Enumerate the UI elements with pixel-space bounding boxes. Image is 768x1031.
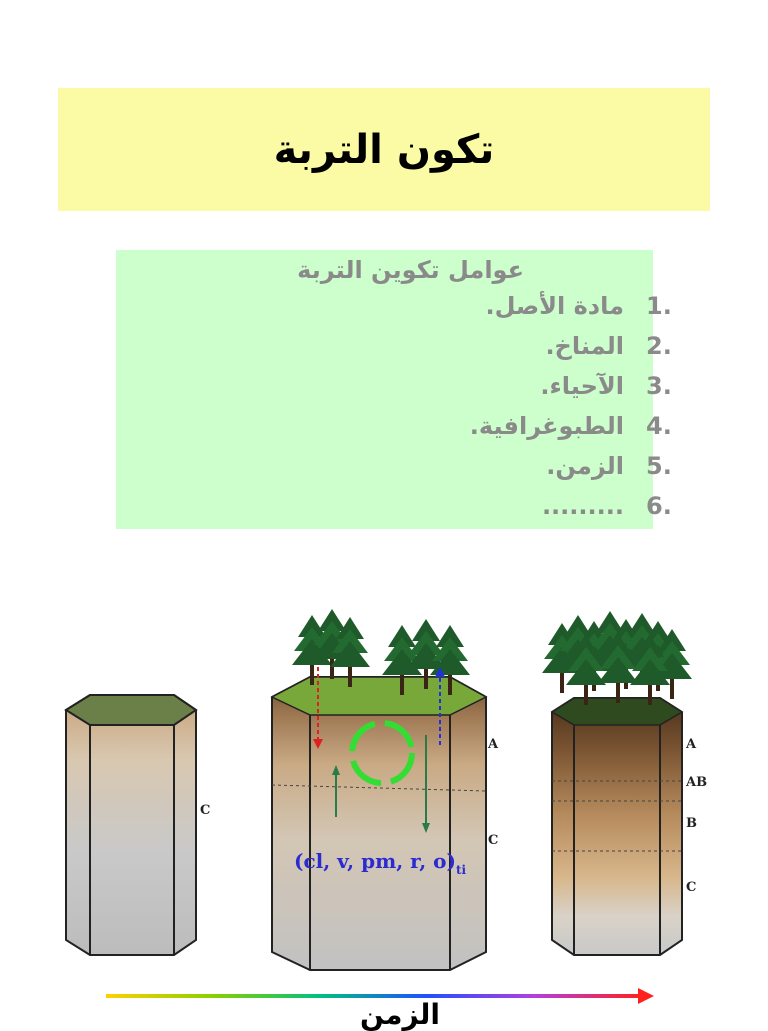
factor-item xyxy=(116,492,676,532)
horizon-label: C xyxy=(488,833,499,848)
factor-text: ......... xyxy=(541,492,624,520)
factor-number: 6. xyxy=(646,492,672,520)
soil-formation-diagram xyxy=(50,595,750,1024)
slide-title: تكون التربة xyxy=(273,126,495,173)
time-label: الزمن xyxy=(359,998,441,1031)
soil-column-1 xyxy=(66,695,210,955)
factor-text: الآحياء. xyxy=(540,372,624,400)
title-banner xyxy=(58,88,710,211)
factor-text: مادة الأصل. xyxy=(485,292,624,320)
factor-text: المناخ. xyxy=(545,332,624,360)
horizon-label: B xyxy=(686,816,697,831)
factor-text: الزمن. xyxy=(546,452,624,480)
factor-text: الطبوغرافية. xyxy=(469,412,624,440)
soil-column-2 xyxy=(272,609,499,970)
factor-number: 4. xyxy=(646,412,672,440)
tree-cluster xyxy=(542,611,692,705)
factor-item xyxy=(116,292,676,332)
soil-column-3 xyxy=(542,611,707,955)
horizon-label: C xyxy=(686,880,697,895)
horizon-label: C xyxy=(200,803,211,818)
factor-number: 5. xyxy=(646,452,672,480)
formula xyxy=(294,849,467,877)
horizon-label: A xyxy=(488,737,499,752)
formula-main: (cl, v, pm, r, o) xyxy=(294,849,456,873)
factor-number: 1. xyxy=(646,292,672,320)
factor-item xyxy=(116,332,676,372)
factor-number: 3. xyxy=(646,372,672,400)
factor-item xyxy=(116,452,676,492)
factors-heading: عوامل تكوين التربة xyxy=(297,256,524,284)
factors-panel xyxy=(116,250,672,529)
horizon-label: AB xyxy=(686,775,708,790)
factor-number: 2. xyxy=(646,332,672,360)
factor-item xyxy=(116,372,676,412)
formula-subscript: ti xyxy=(455,863,467,877)
horizon-label: A xyxy=(686,737,697,752)
factor-item xyxy=(116,412,676,452)
